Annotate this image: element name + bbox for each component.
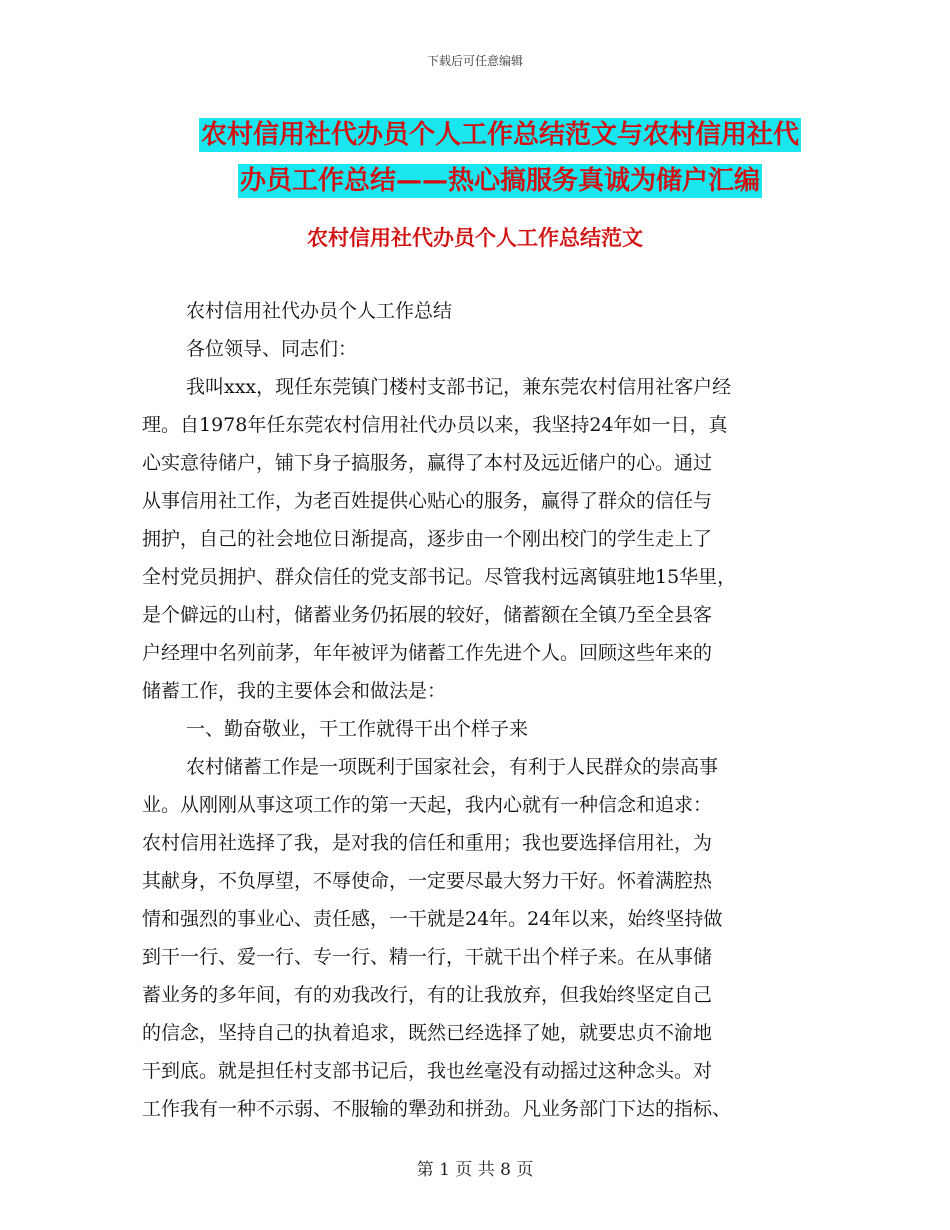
body-line: 农村信用社选择了我，是对我的信任和重用；我也要选择信用社，为	[142, 832, 713, 854]
section-title: 农村信用社代办员个人工作总结范文	[307, 226, 643, 250]
body-line: 到干一行、爱一行、专一行、精一行，干就干出个样子来。在从事储	[142, 946, 713, 968]
body-line: 心实意待储户，铺下身子搞服务，赢得了本村及远近储户的心。通过	[142, 452, 713, 474]
document-title-line-2: 办员工作总结——热心搞服务真诚为储户汇编	[239, 166, 760, 196]
body-line: 干到底。就是担任村支部书记后，我也丝毫没有动摇过这种念头。对	[142, 1060, 713, 1082]
body-line: 是个僻远的山村，储蓄业务仍拓展的较好，储蓄额在全镇乃至全县客	[142, 604, 713, 626]
body-line: 一、勤奋敬业，干工作就得干出个样子来	[186, 718, 529, 740]
body-line: 储蓄工作，我的主要体会和做法是：	[142, 680, 447, 702]
page-number-footer: 第 1 页 共 8 页	[416, 1160, 534, 1180]
body-line: 各位领导、同志们：	[186, 338, 358, 360]
body-line: 工作我有一种不示弱、不服输的犟劲和拼劲。凡业务部门下达的指标、	[142, 1098, 732, 1120]
body-line: 农村信用社代办员个人工作总结	[186, 300, 453, 322]
body-line: 我叫xxx，现任东莞镇门楼村支部书记，兼东莞农村信用社客户经	[186, 376, 732, 398]
body-line: 情和强烈的事业心、责任感，一干就是24年。24年以来，始终坚持做	[142, 908, 723, 930]
body-line: 户经理中名列前茅，年年被评为储蓄工作先进个人。回顾这些年来的	[142, 642, 713, 664]
body-line: 其献身，不负厚望，不辱使命，一定要尽最大努力干好。怀着满腔热	[142, 870, 713, 892]
document-title	[180, 112, 820, 204]
body-line: 理。自1978年任东莞农村信用社代办员以来，我坚持24年如一日，真	[142, 414, 728, 436]
body-line: 业。从刚刚从事这项工作的第一天起，我内心就有一种信念和追求：	[142, 794, 713, 816]
body-text	[142, 292, 810, 1128]
document-title-line-1: 农村信用社代办员个人工作总结范文与农村信用社代	[200, 120, 799, 150]
body-line: 全村党员拥护、群众信任的党支部书记。尽管我村远离镇驻地15华里，	[142, 566, 737, 588]
header-note: 下载后可任意编辑	[426, 54, 523, 68]
body-line: 从事信用社工作，为老百姓提供心贴心的服务，赢得了群众的信任与	[142, 490, 713, 512]
body-line: 的信念，坚持自己的执着追求，既然已经选择了她，就要忠贞不渝地	[142, 1022, 713, 1044]
body-line: 拥护，自己的社会地位日渐提高，逐步由一个刚出校门的学生走上了	[142, 528, 713, 550]
body-line: 农村储蓄工作是一项既利于国家社会，有利于人民群众的崇高事	[186, 756, 719, 778]
body-line: 蓄业务的多年间，有的劝我改行，有的让我放弃，但我始终坚定自己	[142, 984, 713, 1006]
